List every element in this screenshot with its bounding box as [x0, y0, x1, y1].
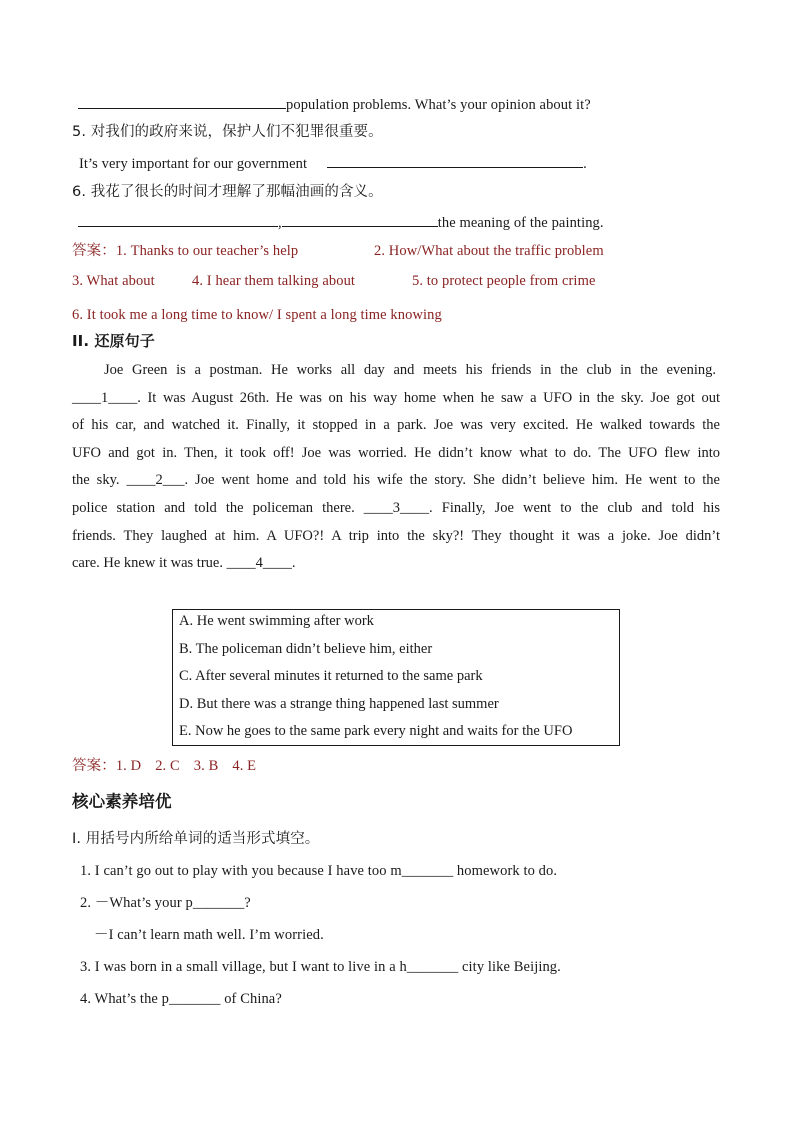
line-a-tail: population problems. What’s your opinion about it? — [286, 97, 591, 113]
answer-blank[interactable] — [327, 153, 583, 168]
answer-blank[interactable] — [282, 212, 438, 227]
core-question-2[interactable]: 2. －What’s your p_______? — [80, 895, 251, 911]
passage-line-6: police station and told the policeman there. ____3____. Finally, Joe went to the club and told his — [72, 500, 720, 516]
core-question-3[interactable]: 3. I was born in a small village, but I want to live in a h_______ city like Beijing. — [80, 959, 561, 975]
option-d: D. But there was a strange thing happened last summer — [179, 696, 499, 712]
q6-tail: the meaning of the painting. — [437, 215, 604, 231]
passage-line-2: ____1____. It was August 26th. He was on his way home when he saw a UFO in the sky. Joe got out — [72, 390, 720, 406]
passage-line-4: UFO and got in. Then, it took off! Joe was worried. He didn’t know what to do. The UFO flew into — [72, 445, 720, 461]
answer-item: 2. C — [155, 758, 180, 774]
answer-1: 1. Thanks to our teacher’s help — [115, 243, 299, 259]
core-instruction: I. 用括号内所给单词的适当形式填空。 — [72, 831, 320, 847]
passage-line-1: Joe Green is a postman. He works all day and meets his friends in the club in the evening. — [104, 362, 716, 378]
question-5-chinese: 5. 对我们的政府来说，保护人们不犯罪很重要。 — [72, 124, 383, 140]
answer-6: 6. It took me a long time to know/ I spent a long time knowing — [72, 307, 442, 323]
core-question-4[interactable]: 4. What’s the p_______ of China? — [80, 991, 282, 1007]
q6-comma: , — [278, 215, 282, 231]
answer-3: 3. What about — [72, 273, 155, 289]
option-b: B. The policeman didn’t believe him, either — [179, 641, 433, 657]
answer-2: 2. How/What about the traffic problem — [374, 243, 604, 259]
answer-item: 4. E — [232, 758, 257, 774]
answer-blank[interactable] — [78, 212, 278, 227]
answer-label: 答案： — [72, 758, 116, 774]
core-question-1[interactable]: 1. I can’t go out to play with you because I have too m_______ homework to do. — [80, 863, 558, 879]
question-5-english — [79, 153, 587, 174]
passage-line-5: the sky. ____2___. Joe went home and told his wife the story. She didn’t believe him. He went to the — [72, 472, 720, 488]
passage-line-3: of his car, and watched it. Finally, it stopped in a park. Joe was very excited. He walked towards the — [72, 417, 720, 433]
answers-row-2 — [72, 756, 270, 776]
q5-text: It’s very important for our government — [79, 156, 308, 172]
options-box — [172, 609, 620, 746]
option-e: E. Now he goes to the same park every night and waits for the UFO — [179, 723, 573, 739]
answer-item: 3. B — [193, 758, 219, 774]
core-question-2-reply: －I can’t learn math well. I’m worried. — [94, 927, 324, 943]
passage-line-7: friends. They laughed at him. A UFO?! A trip into the sky?! They thought it was a joke. Joe didn’t — [72, 528, 720, 544]
core-section-title: 核心素养培优 — [72, 792, 172, 811]
answers-row-1 — [72, 241, 298, 261]
answer-label: 答案： — [72, 243, 116, 259]
passage-line-8: care. He knew it was true. ____4____. — [72, 555, 296, 571]
question-6-chinese: 6. 我花了很长的时间才理解了那幅油画的含义。 — [72, 184, 383, 200]
question-6-english — [78, 212, 604, 233]
answer-5: 5. to protect people from crime — [412, 273, 596, 289]
option-c: C. After several minutes it returned to the same park — [179, 668, 483, 684]
answer-4: 4. I hear them talking about — [192, 273, 356, 289]
translation-line-a — [78, 94, 591, 115]
section-2-title: II. 还原句子 — [72, 332, 155, 350]
q5-end: . — [583, 156, 587, 172]
answer-item: 1. D — [115, 758, 142, 774]
option-a: A. He went swimming after work — [179, 613, 374, 629]
answer-blank[interactable] — [78, 94, 286, 109]
